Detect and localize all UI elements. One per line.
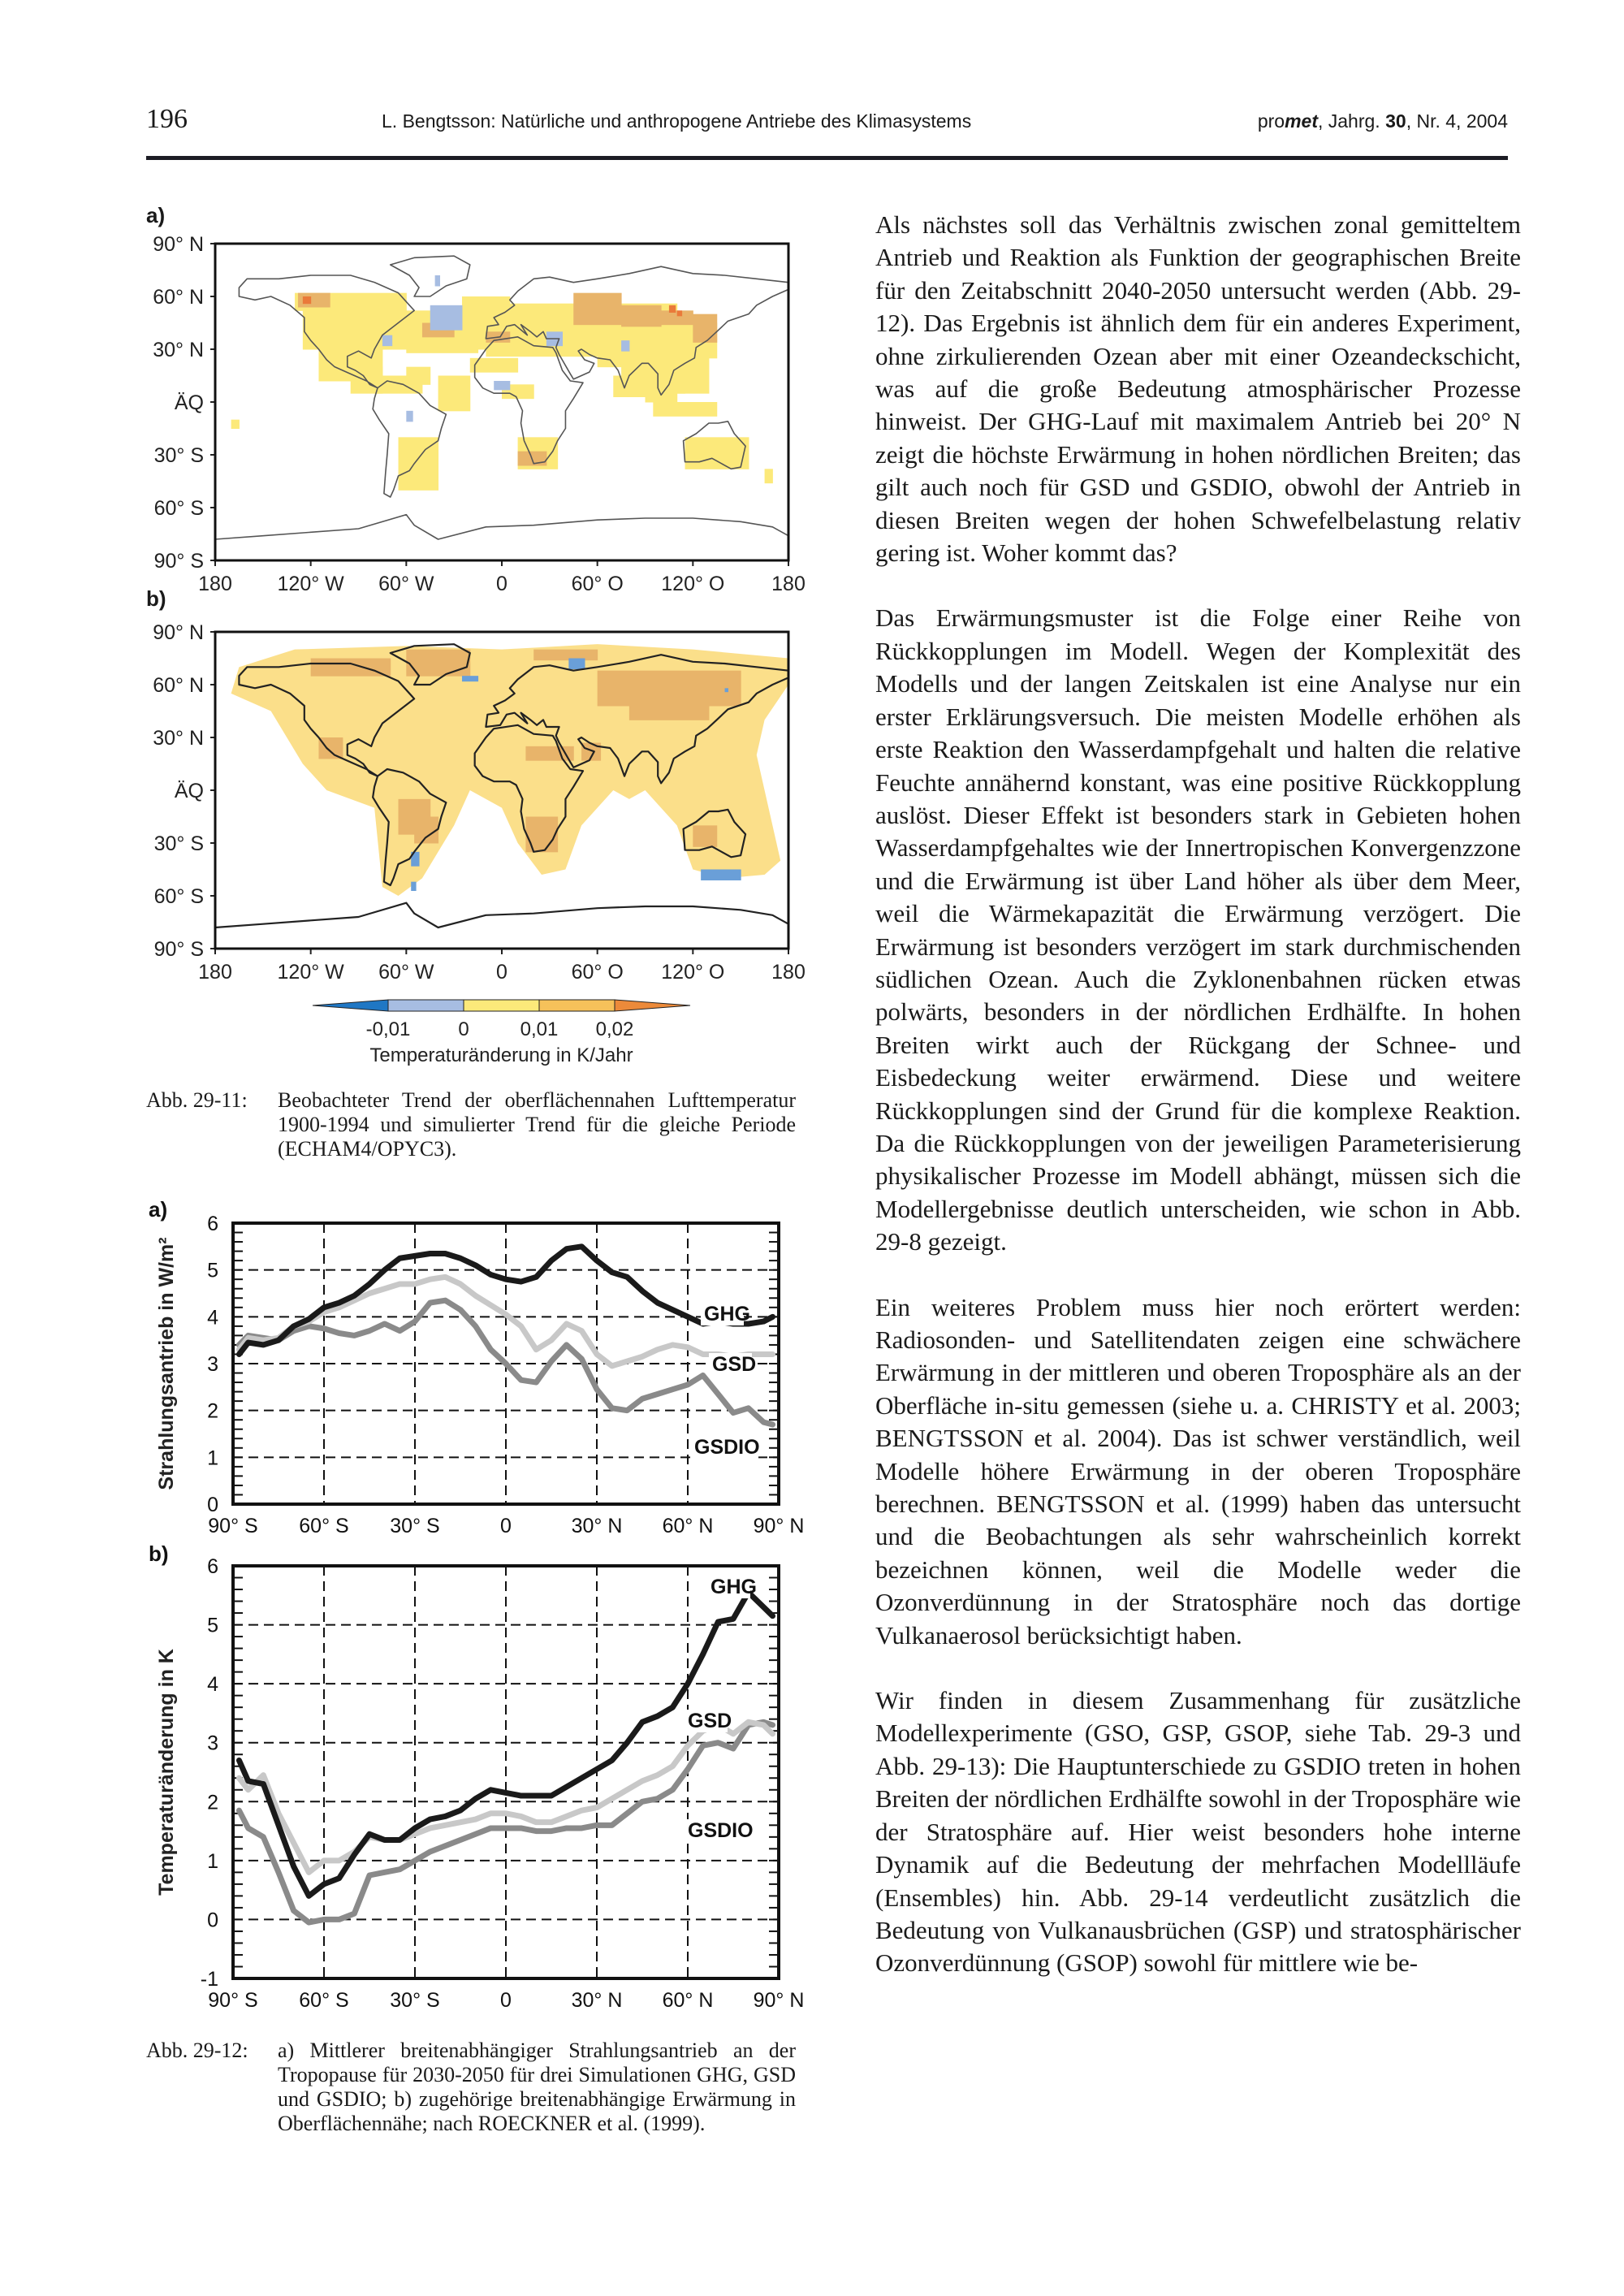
svg-text:1: 1 [207,1849,218,1873]
svg-text:60° N: 60° N [662,1989,714,2012]
svg-text:90° N: 90° N [753,1515,805,1537]
svg-text:3: 3 [207,1353,218,1376]
panel-b-label: b) [146,586,166,611]
svg-text:90° S: 90° S [208,1515,258,1537]
svg-text:60° W: 60° W [378,961,434,984]
svg-text:60° S: 60° S [299,1989,349,2012]
svg-text:60° S: 60° S [299,1515,349,1537]
svg-text:180: 180 [198,573,232,595]
paragraph: Das Erwärmungsmuster ist die Folge einer Reihe von Rückkopplungen im Modell. Wegen der Komplexität des Modells und der langen Zeitskalen ist eine Analyse nur ein erster Erklärungsversuch. Die meisten Modelle erhöhen als erste Reaktion den Wasserdampfgehalt und halten die relative Feuchte annähernd konstant, was eine positive Rückkopplung auslöst. Dieser Effekt ist besonders stark in Gebieten hohen Wasserdampfgehaltes wie der Innertropischen Konvergenzzone und die Erwärmung ist über Land höher als über dem Meer, weil die Wärmekapazität die Erwärmung verzögert. Die Erwärmung ist besonders verzögert im stark durchmischenden südlichen Ozean. Auch die Zyklonenbahnen rücken etwas polwärts, besonders in der nördlichen Erdhälfte. In hohen Breiten wirkt auch der Rückgang der Schnee- und Eisbedeckung weiter erwärmend. Diese und weitere Rückkopplungen sind der Grund für die komplexe Reaktion. Da die Rückkopplungen von der jeweiligen Parameterisierung physikalischer Prozesse im Modell abhängt, müssen sich die Modellergebnisse deutlich unterscheiden, wie schon in Abb. 29-8 gezeigt. [875,603,1521,1256]
journal-citation [1258,110,1508,132]
paragraph: Ein weiteres Problem muss hier noch erörtert werden: Radiosonden- und Satellitendaten zeigen eine schwächere Erwärmung in der mittleren und oberen Troposphäre als an der Oberfläche in-situ gemessen (siehe u. a. CHRISTY et al. 2003; BENGTSSON et al. 2004). Das ist schwer verständlich, weil Modelle höhere Erwärmung in der oberen Troposphäre berechnen. BENGTSSON et al. (1999) haben das untersucht und die Beobachtungen als sehr wahrscheinlich korrekt bezeichnen können, weil die Modelle weder die Ozonverdünnung in der Stratosphäre noch das dortige Vulkanaerosol berücksichtigt haben. [875,1292,1521,1650]
svg-text:30° S: 30° S [153,832,204,855]
svg-text:0: 0 [458,1018,469,1040]
panel-a-label: a) [146,203,166,227]
observed-trend-map [138,219,812,609]
svg-text:0: 0 [496,573,508,595]
svg-text:30° S: 30° S [390,1989,440,2012]
svg-text:30° N: 30° N [153,727,204,750]
svg-text:a): a) [149,1197,168,1222]
svg-text:4: 4 [207,1673,218,1697]
caption-text: a) Mittlerer breitenabhängiger Strahlungsantrieb an der Tropopause für 2030-2050 für drei Simulationen GHG, GSD und GSDIO; b) zugehörige breitenabhängige Erwärmung in Oberflächennähe; nach ROECKNER et al. (1999). [278,2039,796,2135]
caption-text: Beobachteter Trend der oberflächennahen Lufttemperatur 1900-1994 und simulierter Trend für die gleiche Periode (ECHAM4/OPYC3). [278,1088,796,1161]
body-text-column [875,209,1521,1980]
journal-italic: met [1285,110,1318,132]
colorbar-legend [300,995,706,1076]
svg-text:GSD: GSD [688,1710,732,1732]
page-number: 196 [146,104,188,134]
figure-29-12-caption [146,2039,796,2136]
svg-text:GHG: GHG [710,1576,757,1598]
svg-text:60° N: 60° N [662,1515,714,1537]
svg-text:90° N: 90° N [753,1989,805,2012]
svg-text:GHG: GHG [704,1303,750,1325]
svg-text:60° S: 60° S [153,885,204,908]
svg-text:4: 4 [207,1306,218,1330]
svg-text:120° O: 120° O [661,573,725,595]
svg-text:90° N: 90° N [153,621,204,644]
svg-text:90° S: 90° S [153,550,204,573]
svg-text:90° N: 90° N [153,233,204,256]
svg-text:30° N: 30° N [571,1989,623,2012]
caption-label: Abb. 29-11: [146,1088,248,1112]
svg-text:30° N: 30° N [571,1515,623,1537]
svg-text:-0,01: -0,01 [365,1018,411,1040]
svg-text:GSD: GSD [712,1353,757,1376]
paragraph: Als nächstes soll das Verhältnis zwischen zonal gemitteltem Antrieb und Reaktion als Funktion der geographischen Breite für den Zeitabschnitt 2040-2050 untersucht werden (Abb. 29-12). Das Ergebnis ist ähnlich dem für ein anderes Experiment, ohne zirkulierenden Ozean aber mit einer Ozeandeckschicht, was auf die große Bedeutung atmosphärischer Prozesse hinweist. Der GHG-Lauf mit maximalem Antrieb bei 20° N zeigt die höchste Erwärmung in hohen nördlichen Breiten; das gilt auch noch für GSD und GSDIO, obwohl der Antrieb in diesen Breiten wegen der hohen Schwefelbelastung relativ gering ist. Woher kommt das? [875,210,1521,568]
svg-text:Strahlungsantrieb in W/m²: Strahlungsantrieb in W/m² [155,1237,178,1490]
journal-suffix: , Nr. 4, 2004 [1406,110,1508,132]
svg-text:6: 6 [207,1213,218,1235]
svg-text:6: 6 [207,1555,218,1578]
svg-text:60° S: 60° S [153,497,204,520]
svg-text:60° O: 60° O [571,573,624,595]
svg-text:0: 0 [207,1494,218,1516]
svg-text:60° N: 60° N [153,286,204,309]
svg-text:30° S: 30° S [390,1515,440,1537]
svg-text:0,01: 0,01 [520,1018,559,1040]
svg-text:0: 0 [500,1989,512,2012]
svg-text:90° S: 90° S [208,1989,258,2012]
svg-text:180: 180 [771,573,806,595]
svg-text:b): b) [149,1545,169,1566]
running-title: L. Bengtsson: Natürliche und anthropogene Antriebe des Klimasystems [382,110,972,132]
svg-text:30° S: 30° S [153,444,204,467]
svg-text:60° N: 60° N [153,674,204,697]
svg-text:30° N: 30° N [153,339,204,361]
svg-text:0,02: 0,02 [595,1018,634,1040]
svg-text:0: 0 [207,1909,218,1932]
svg-text:180: 180 [771,961,806,984]
svg-text:-1: -1 [200,1968,218,1991]
svg-text:5: 5 [207,1259,218,1282]
svg-text:5: 5 [207,1614,218,1637]
caption-label: Abb. 29-12: [146,2039,248,2062]
svg-text:120° W: 120° W [277,961,344,984]
svg-text:3: 3 [207,1732,218,1755]
svg-text:60° O: 60° O [571,961,624,984]
figure-29-11-caption [146,1088,796,1161]
svg-text:60° W: 60° W [378,573,434,595]
svg-text:180: 180 [198,961,232,984]
svg-text:GSDIO: GSDIO [694,1436,760,1459]
svg-text:120° W: 120° W [277,573,344,595]
svg-text:ÄQ: ÄQ [174,391,204,414]
svg-text:Temperaturänderung in K/Jahr: Temperaturänderung in K/Jahr [369,1044,633,1066]
svg-text:1: 1 [207,1446,218,1470]
svg-text:120° O: 120° O [661,961,725,984]
paragraph: Wir finden in diesem Zusammenhang für zusätzliche Modellexperimente (GSO, GSP, GSOP, siehe Tab. 29-3 und Abb. 29-13): Die Hauptunterschiede zu GSDIO treten in hohen Breiten der nördlichen Erdhälfte sowohl in der Troposphäre wie der Stratosphäre auf. Hier weist besonders hohe interne Dynamik auf die Bedeutung der mehrfachen Modellläufe (Ensembles) hin. Abb. 29-14 verdeutlicht zusätzlich die Bedeutung von Vulkanausbrüchen (GSP) und stratosphärischer Ozonverdünnung (GSOP) sowohl für mittlere wie be- [875,1686,1521,1978]
svg-text:0: 0 [500,1515,512,1537]
warming-line-chart [142,1545,824,2032]
svg-text:0: 0 [496,961,508,984]
svg-text:90° S: 90° S [153,938,204,961]
journal-prefix: pro [1257,110,1285,132]
forcing-line-chart [142,1194,824,1551]
svg-text:2: 2 [207,1791,218,1814]
journal-volume: 30 [1385,110,1406,132]
svg-text:2: 2 [207,1399,218,1423]
svg-text:ÄQ: ÄQ [174,780,204,802]
svg-text:Temperaturänderung in K: Temperaturänderung in K [155,1649,178,1896]
journal-mid: , Jahrg. [1317,110,1386,132]
header-rule [146,156,1508,160]
simulated-trend-map [138,608,812,997]
svg-text:GSDIO: GSDIO [688,1819,754,1842]
